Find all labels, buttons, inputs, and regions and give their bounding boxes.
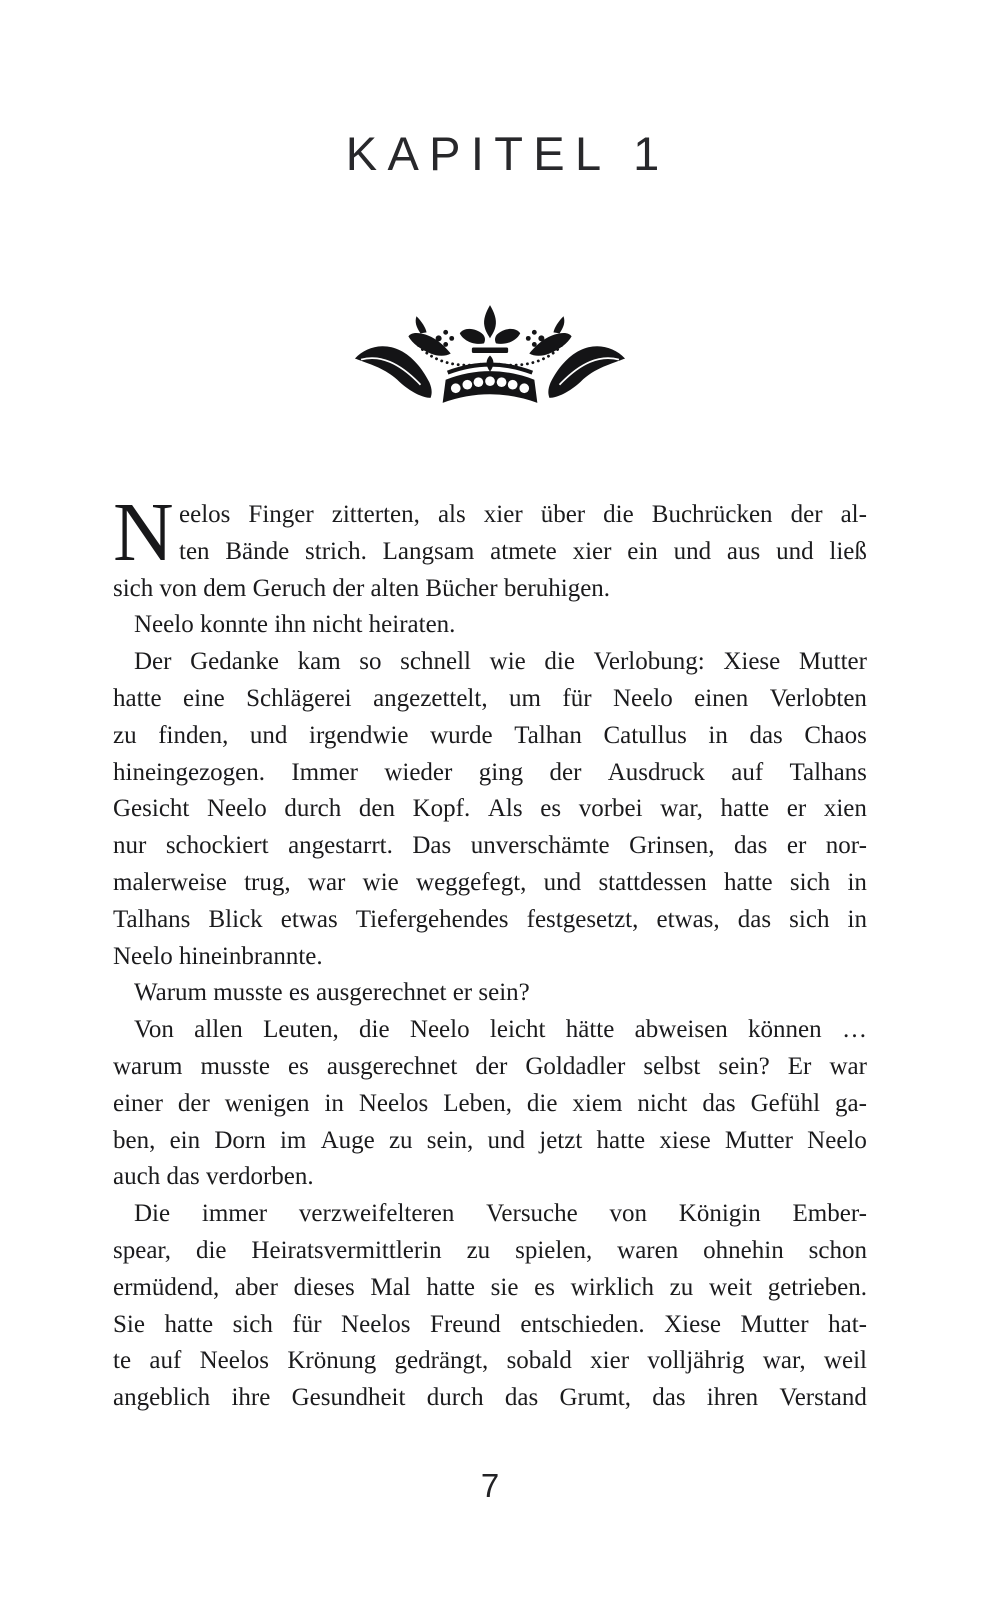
text-line: ben, ein Dorn im Auge zu sein, und jetzt hatte xiese Mutter Neelo	[113, 1126, 867, 1154]
paragraph	[113, 607, 867, 644]
paragraph	[113, 644, 867, 975]
text-line: spear, die Heiratsvermittlerin zu spielen, waren ohnehin schon	[113, 1236, 867, 1264]
text-line: zu finden, und irgendwie wurde Talhan Catullus in das Chaos	[113, 721, 867, 749]
chapter-heading: KAPITEL 1	[345, 127, 670, 180]
text-line: nur schockiert angestarrt. Das unverschämte Grinsen, das er nor-	[113, 832, 867, 860]
text-line: ermüdend, aber dieses Mal hatte sie es wirklich zu weit getrieben.	[113, 1273, 867, 1301]
text-line: Die immer verzweifelteren Versuche von Königin Ember-	[134, 1200, 867, 1228]
text-line: auch das verdorben.	[113, 1163, 314, 1191]
paragraph	[113, 1196, 867, 1417]
paragraph	[113, 486, 867, 607]
body-text	[113, 486, 867, 1417]
text-line: Von allen Leuten, die Neelo leicht hätte abweisen können …	[134, 1016, 867, 1044]
crown-with-quill-feathers-icon	[113, 303, 867, 405]
text-line: malerweise trug, war wie weggefegt, und stattdessen hatte sich in	[113, 868, 867, 896]
text-line: hineingezogen. Immer wieder ging der Ausdruck auf Talhans	[113, 758, 867, 786]
text-line: Neelo hineinbrannte.	[113, 942, 323, 970]
text-line: angeblich ihre Gesundheit durch das Grumt, das ihren Verstand	[113, 1384, 867, 1412]
text-line: Warum musste es ausgerechnet er sein?	[134, 979, 530, 1007]
text-line: einer der wenigen in Neelos Leben, die xiem nicht das Gefühl ga-	[113, 1089, 867, 1117]
page-number: 7	[480, 1467, 500, 1504]
text-line: Neelo konnte ihn nicht heiraten.	[134, 611, 456, 639]
text-line: eelos Finger zitterten, als xier über die Buchrücken der al-	[179, 501, 867, 528]
text-line: Sie hatte sich für Neelos Freund entschieden. Xiese Mutter hat-	[113, 1310, 867, 1338]
text-line: warum musste es ausgerechnet der Goldadler selbst sein? Er war	[113, 1052, 867, 1080]
drop-cap: N	[113, 486, 174, 579]
text-line: Talhans Blick etwas Tiefergehendes festgesetzt, etwas, das sich in	[113, 905, 867, 933]
text-line: te auf Neelos Krönung gedrängt, sobald xier volljährig war, weil	[113, 1347, 867, 1375]
text-line: sich von dem Geruch der alten Bücher beruhigen.	[113, 574, 611, 602]
text-line: Der Gedanke kam so schnell wie die Verlobung: Xiese Mutter	[134, 648, 867, 676]
text-line: Gesicht Neelo durch den Kopf. Als es vorbei war, hatte er xien	[113, 795, 867, 823]
text-line: hatte eine Schlägerei angezettelt, um für Neelo einen Verlobten	[113, 684, 867, 712]
text-line: ten Bände strich. Langsam atmete xier ein und aus und ließ	[179, 537, 867, 565]
paragraph	[113, 1012, 867, 1196]
paragraph	[113, 975, 867, 1012]
